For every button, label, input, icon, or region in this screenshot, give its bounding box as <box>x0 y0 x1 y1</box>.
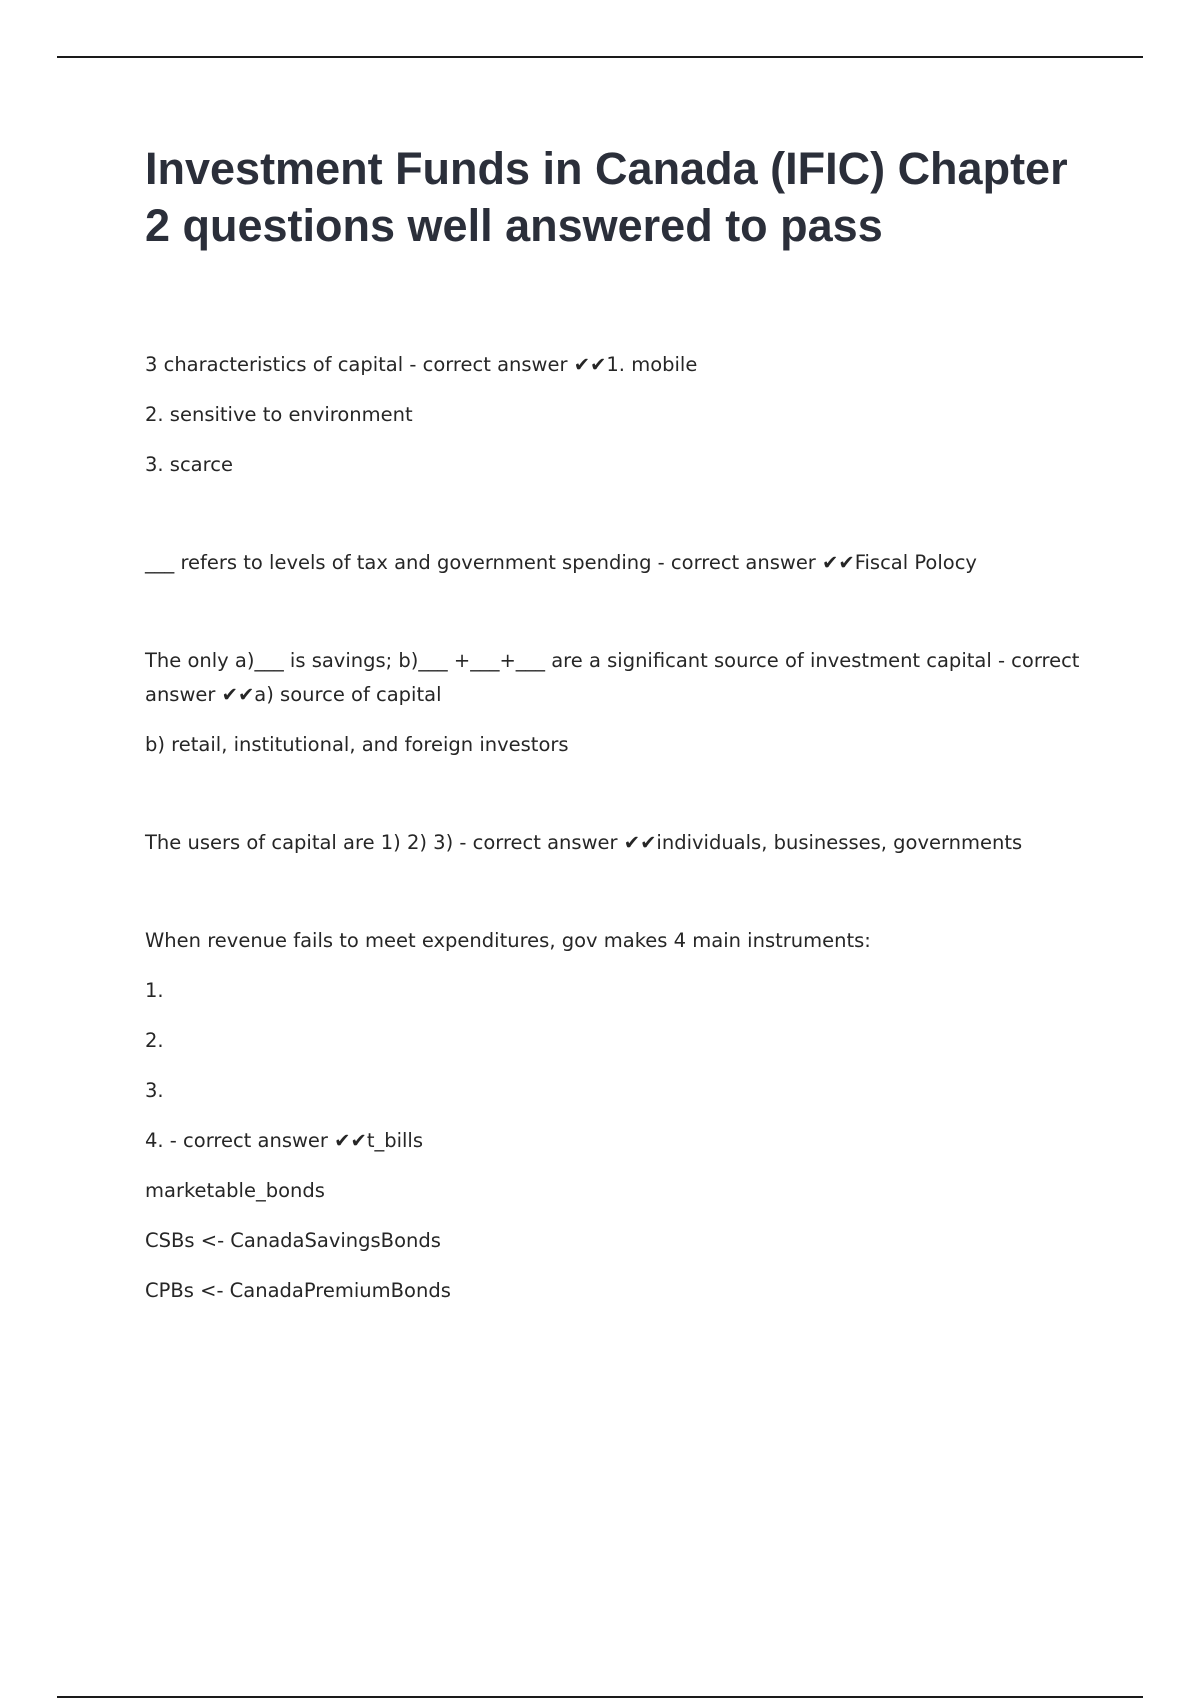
qa-item-users-of-capital <box>145 826 1095 860</box>
qa-line: 3. <box>145 1079 164 1102</box>
qa-line: marketable_bonds <box>145 1179 325 1202</box>
qa-item-fiscal-policy <box>145 546 1095 580</box>
qa-line: 2. sensitive to environment <box>145 403 413 426</box>
qa-line: 3 characteristics of capital - correct answer ✔✔1. mobile <box>145 353 698 376</box>
qa-line: CPBs <- CanadaPremiumBonds <box>145 1279 451 1302</box>
qa-list <box>145 348 1095 1308</box>
qa-line: 4. - correct answer ✔✔t_bills <box>145 1129 424 1152</box>
qa-line: The only a)___ is savings; b)___ +___+___ are a significant source of investment capital - correct answer ✔✔a) source of capital <box>145 649 1080 706</box>
qa-line: The users of capital are 1) 2) 3) - correct answer ✔✔individuals, businesses, governments <box>145 831 1023 854</box>
qa-item-capital-characteristics <box>145 348 1095 482</box>
footer-rule <box>57 1696 1143 1698</box>
document-title: Investment Funds in Canada (IFIC) Chapter 2 questions well answered to pass <box>145 143 1068 251</box>
qa-line: 2. <box>145 1029 164 1052</box>
qa-line: ___ refers to levels of tax and government spending - correct answer ✔✔Fiscal Polocy <box>145 551 977 574</box>
document-body <box>145 140 1095 1372</box>
qa-line: 3. scarce <box>145 453 233 476</box>
qa-line: When revenue fails to meet expenditures, gov makes 4 main instruments: <box>145 929 871 952</box>
header-rule <box>57 56 1143 58</box>
qa-line: b) retail, institutional, and foreign investors <box>145 733 569 756</box>
qa-item-source-of-capital <box>145 644 1095 762</box>
qa-line: 1. <box>145 979 164 1002</box>
qa-item-government-instruments <box>145 924 1095 1308</box>
qa-line: CSBs <- CanadaSavingsBonds <box>145 1229 441 1252</box>
